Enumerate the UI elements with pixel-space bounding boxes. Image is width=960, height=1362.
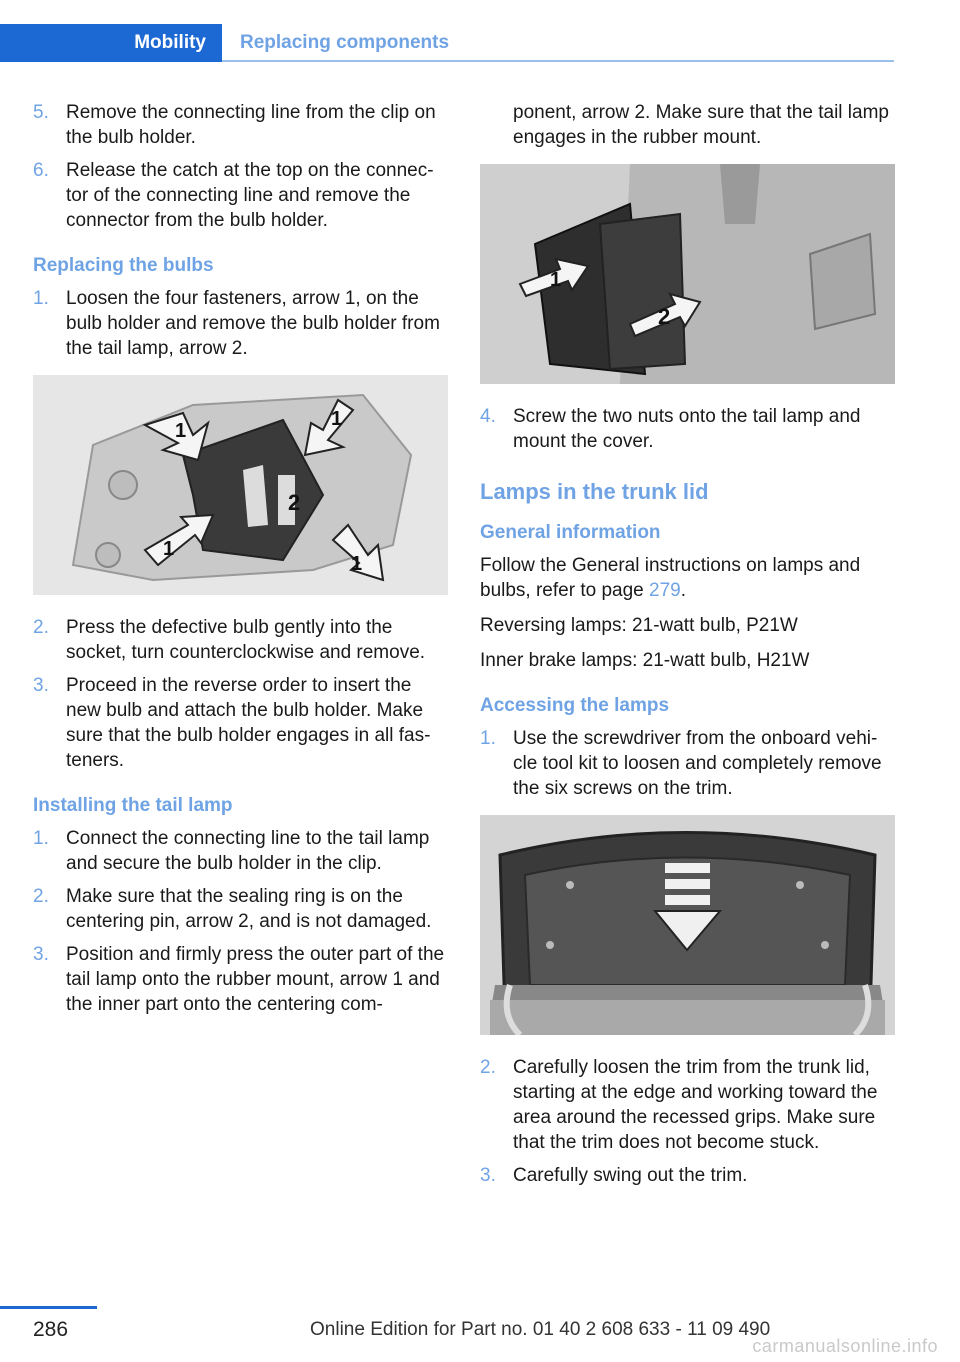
page-header <box>0 0 960 64</box>
trunk-lid-illustration <box>480 815 895 1035</box>
list-item <box>33 158 448 233</box>
header-rule <box>222 60 894 62</box>
step-text: Make sure that the sealing ring is on the centering pin, arrow 2, and is not damaged. <box>66 886 432 932</box>
step-text: Press the defective bulb gently into the socket, turn counterclockwise and remove. <box>66 617 426 663</box>
fig2-label: 2 <box>658 304 671 329</box>
step-text: Remove the connecting line from the clip on the bulb holder. <box>66 102 436 148</box>
left-column <box>33 100 448 1025</box>
step-number: 5. <box>33 102 49 123</box>
list-item <box>33 100 448 150</box>
step-number: 3. <box>33 944 49 965</box>
step-text: Release the catch at the top on the connec‐tor of the connecting line and remove the connector from the bulb holder. <box>66 160 434 231</box>
footer-rule <box>0 1306 97 1309</box>
step-text: Screw the two nuts onto the tail lamp and mount the cover. <box>513 406 861 452</box>
edition-note: Online Edition for Part no. 01 40 2 608 633 - 11 09 490 <box>310 1319 771 1340</box>
bulb-holder-illustration <box>33 375 448 595</box>
step-text: Use the screwdriver from the onboard vehi‐cle tool kit to loosen and completely remove the six screws on the trim. <box>513 728 882 799</box>
heading-general-information: General information <box>480 522 661 543</box>
section-tab[interactable] <box>240 24 449 62</box>
step-text: Carefully swing out the trim. <box>513 1165 748 1186</box>
page-number: 286 <box>33 1318 69 1341</box>
chapter-label: Mobility <box>134 32 206 53</box>
general-info-paragraph: Follow the General instructions on lamps and bulbs, refer to page 279. <box>480 555 861 601</box>
step-number: 3. <box>33 675 49 696</box>
reversing-lamps-spec: Reversing lamps: 21-watt bulb, P21W <box>480 615 798 636</box>
heading-lamps-trunk-lid: Lamps in the trunk lid <box>480 479 709 504</box>
step-number: 4. <box>480 406 496 427</box>
fig2-label: 1 <box>550 269 562 291</box>
heading-accessing-lamps: Accessing the lamps <box>480 695 670 716</box>
step-number: 1. <box>33 828 49 849</box>
step-number: 6. <box>33 160 49 181</box>
step-text: Loosen the four fasteners, arrow 1, on the bulb holder and remove the bulb holder from the tail lamp, arrow 2. <box>66 288 440 359</box>
step-number: 2. <box>33 886 49 907</box>
inner-brake-lamps-spec: Inner brake lamps: 21-watt bulb, H21W <box>480 650 810 671</box>
fig1-label: 1 <box>175 420 187 442</box>
fig1-label: 1 <box>351 553 363 575</box>
step-text: Connect the connecting line to the tail lamp and secure the bulb holder in the clip. <box>66 828 430 874</box>
list-item-continued <box>480 100 895 150</box>
right-column <box>480 100 895 1196</box>
step-text: ponent, arrow 2. Make sure that the tail lamp engages in the rubber mount. <box>513 102 889 148</box>
step-number: 3. <box>480 1165 496 1186</box>
tail-lamp-illustration <box>480 164 895 384</box>
list-item <box>33 615 448 665</box>
list-item <box>480 726 895 801</box>
list-item <box>33 673 448 773</box>
chapter-tab[interactable] <box>0 24 222 62</box>
heading-installing-tail-lamp: Installing the tail lamp <box>33 795 233 816</box>
watermark: carmanualsonline.info <box>752 1336 938 1356</box>
list-item <box>33 942 448 1017</box>
list-item <box>33 286 448 361</box>
step-number: 1. <box>33 288 49 309</box>
page-link[interactable]: 279 <box>649 580 681 601</box>
step-text: Carefully loosen the trim from the trunk lid, starting at the edge and working toward the area around the recessed grips. Make sure that the trim does not become stuck. <box>513 1057 878 1153</box>
step-text: Position and firmly press the outer part of the tail lamp onto the rubber mount, arrow 1 and the inner part onto the centering com‐ <box>66 944 445 1015</box>
section-label: Replacing components <box>240 32 450 53</box>
general-info-text: Follow the General instructions on lamps and bulbs, refer to page <box>480 555 861 601</box>
list-item <box>480 1055 895 1155</box>
list-item <box>480 1163 895 1188</box>
list-item <box>33 884 448 934</box>
fig1-label: 1 <box>331 408 343 430</box>
step-number: 2. <box>33 617 49 638</box>
step-number: 1. <box>480 728 496 749</box>
figure-trunk-lid-trim <box>480 815 895 1035</box>
list-item <box>480 404 895 454</box>
fig1-label: 1 <box>163 538 175 560</box>
fig1-label: 2 <box>288 490 301 515</box>
step-number: 2. <box>480 1057 496 1078</box>
step-text: Proceed in the reverse order to insert the new bulb and attach the bulb holder. Make sure that the bulb holder engages in all fas‐teners. <box>66 675 431 771</box>
figure-tail-lamp-mount <box>480 164 895 384</box>
figure-bulb-holder <box>33 375 448 595</box>
heading-replacing-bulbs: Replacing the bulbs <box>33 255 214 276</box>
list-item <box>33 826 448 876</box>
